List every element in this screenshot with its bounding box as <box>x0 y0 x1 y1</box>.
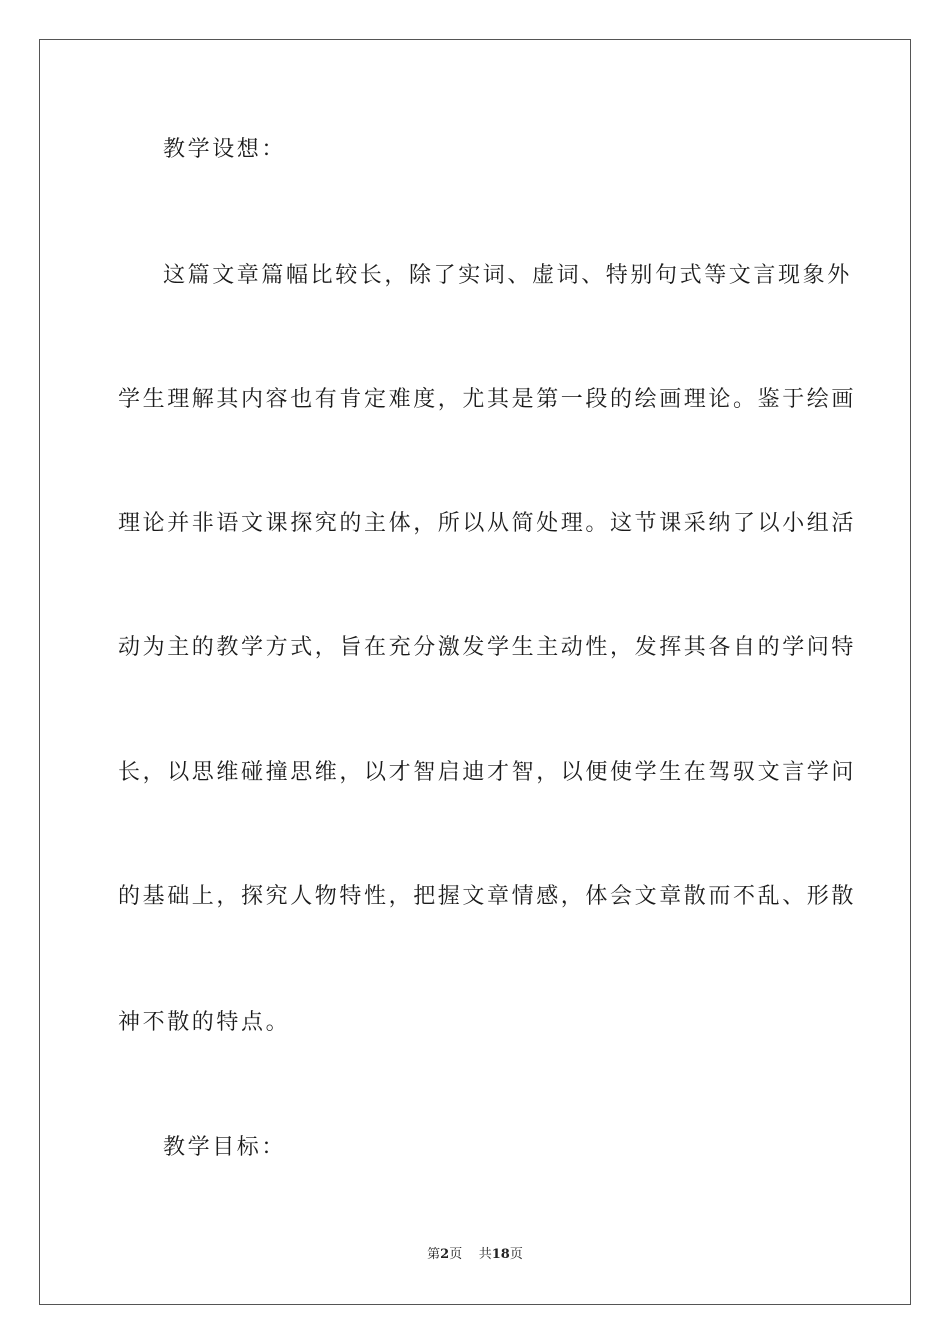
footer-page-number: 2 <box>440 1247 450 1262</box>
paragraph-line: 这篇文章篇幅比较长，除了实词、虚词、特别句式等文言现象外 <box>163 263 852 288</box>
footer-page-suffix: 页 <box>449 1247 463 1262</box>
paragraph-line: 的基础上，探究人物特性，把握文章情感，体会文章散而不乱、形散 <box>118 884 857 909</box>
paragraph-line: 动为主的教学方式，旨在充分激发学生主动性，发挥其各自的学问特 <box>118 635 857 660</box>
heading-teaching-goals: 教学目标： <box>163 1135 287 1160</box>
footer-page-prefix: 第 <box>427 1247 441 1262</box>
footer-total-suffix: 页 <box>509 1247 523 1262</box>
footer-total-pages: 18 <box>491 1247 510 1262</box>
heading-teaching-idea: 教学设想： <box>163 137 287 162</box>
paragraph-line: 长，以思维碰撞思维，以才智启迪才智，以便使学生在驾驭文言学问 <box>118 760 857 785</box>
page-border <box>39 39 911 1305</box>
footer-total-prefix: 共 <box>478 1247 492 1262</box>
page-footer <box>0 1246 950 1264</box>
paragraph-line: 学生理解其内容也有肯定难度，尤其是第一段的绘画理论。鉴于绘画 <box>118 387 857 412</box>
paragraph-line: 神不散的特点。 <box>118 1010 291 1035</box>
paragraph-line: 理论并非语文课探究的主体，所以从简处理。这节课采纳了以小组活 <box>118 511 857 536</box>
